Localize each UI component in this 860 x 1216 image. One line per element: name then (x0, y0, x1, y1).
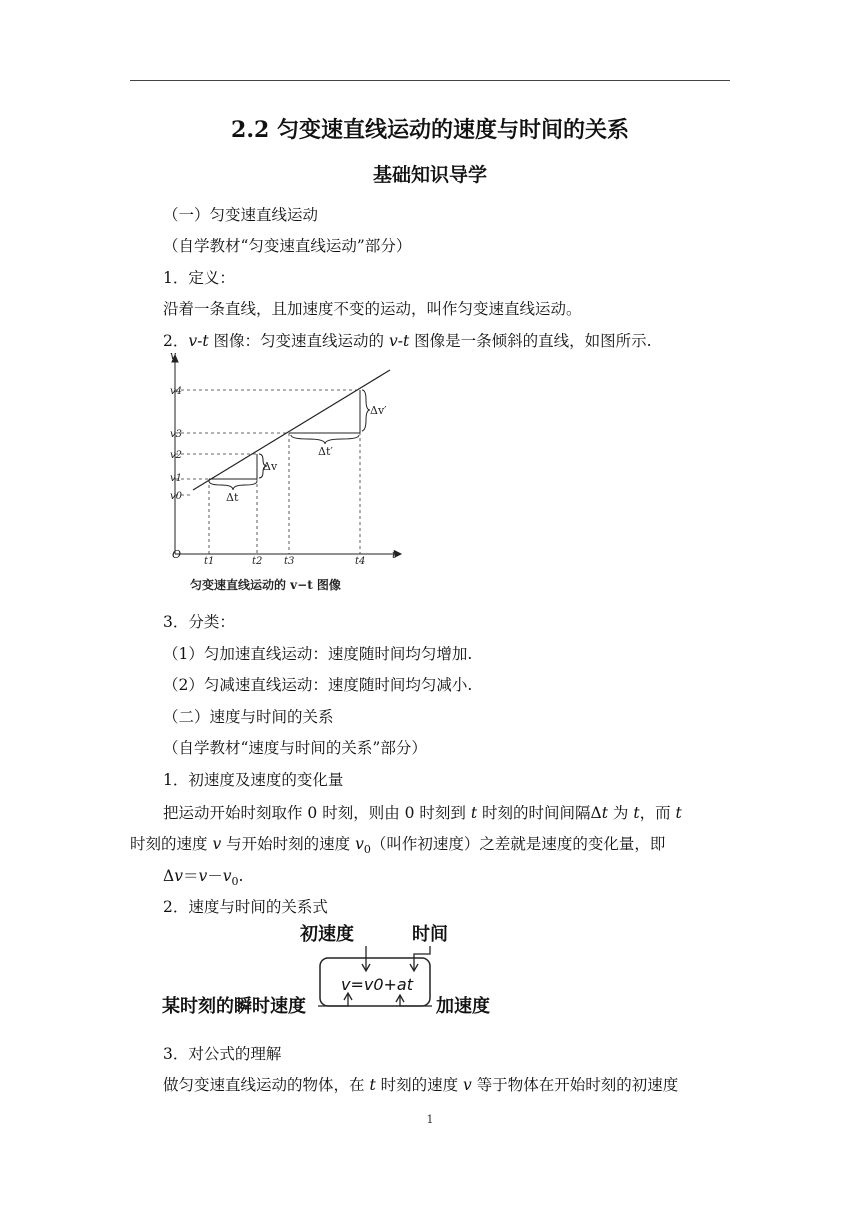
definition-text: 沿着一条直线，且加速度不变的运动，叫作匀变速直线运动。 (163, 300, 582, 318)
section3-paragraph (163, 1075, 678, 1095)
item1-label: 1．定义： (163, 269, 235, 287)
p1-t: t (470, 804, 478, 822)
p1-text-c: 为 (607, 804, 634, 822)
p2-v: v (212, 835, 222, 853)
p1-t3: t (633, 804, 640, 822)
origin-label: O (172, 548, 182, 561)
t1-label: t1 (204, 556, 215, 567)
page-number: 1 (426, 1113, 434, 1126)
dt-label: Δt (226, 491, 239, 504)
t3-label: t3 (284, 556, 295, 567)
formula-equation: v=v0+at (341, 975, 414, 994)
section1-heading: （一）匀变速直线运动 (163, 206, 319, 224)
eq-minus: － (207, 867, 223, 885)
paragraph-line2 (130, 834, 665, 860)
dt-prime-label: Δt′ (318, 445, 333, 458)
s3-text-b: 时刻的速度 (375, 1076, 464, 1094)
p2-text-c: （叫作初速度）之差就是速度的变化量，即 (370, 835, 666, 853)
eq-equals: ＝ (182, 867, 199, 885)
section2-note: （自学教材“速度与时间的关系”部分） (163, 739, 427, 757)
section1-note: （自学教材“匀变速直线运动”部分） (163, 237, 412, 255)
s3-text-a: 做匀变速直线运动的物体，在 (163, 1076, 370, 1094)
p2-text-a: 时刻的速度 (130, 835, 213, 853)
s3-t: t (369, 1076, 376, 1094)
v0-label: v0 (170, 491, 183, 502)
item2-end: 图像是一条倾斜的直线，如图所示. (409, 332, 652, 350)
classification-2: （2）匀减速直线运动：速度随时间均匀减小. (163, 676, 473, 694)
section-subtitle: 基础知识导学 (372, 164, 487, 186)
section2-heading: （二）速度与时间的关系 (163, 708, 334, 726)
graph-caption: 匀变速直线运动的 v−t 图像 (190, 578, 341, 592)
eq-v: v (174, 867, 183, 885)
section3-item3: 3．对公式的理解 (163, 1045, 282, 1063)
label-instant-velocity: 某时刻的瞬时速度 (162, 996, 306, 1017)
eq-v2: v (198, 867, 208, 885)
paragraph-line1 (163, 803, 682, 823)
p1-text-b: 时刻的时间间隔Δ (477, 804, 602, 822)
item3-label: 3．分类： (163, 613, 235, 631)
v1-label: v1 (170, 473, 183, 484)
item2-num: 2． (163, 332, 189, 350)
axis-v-label: v (170, 349, 177, 362)
classification-1: （1）匀加速直线运动：速度随时间均匀增加. (163, 645, 473, 663)
formula-diagram (160, 918, 500, 1028)
eq-v3: v (222, 867, 232, 885)
item2-vt2: v-t (388, 332, 410, 350)
dv-prime-brace (362, 390, 370, 431)
v4-label: v4 (170, 386, 183, 397)
label-initial-velocity: 初速度 (300, 924, 354, 945)
v3-label: v3 (170, 429, 183, 440)
page-title: 2.2 匀变速直线运动的速度与时间的关系 (231, 117, 629, 143)
section2-item1: 1．初速度及速度的变化量 (163, 771, 344, 789)
t2-label: t2 (252, 556, 263, 567)
p1-text-a: 把运动开始时刻取作 0 时刻，则由 0 时刻到 (163, 804, 471, 822)
p1-t4: t (675, 804, 682, 822)
p2-v0-sub: 0 (363, 843, 371, 857)
label-time: 时间 (412, 924, 448, 945)
dv-prime-label: Δv′ (370, 404, 387, 417)
item2-vt: v-t (188, 332, 209, 350)
s3-v: v (463, 1076, 472, 1094)
t4-label: t4 (355, 556, 366, 567)
eq-sub: 0 (231, 875, 239, 889)
equation-line (163, 866, 243, 892)
v2-label: v2 (170, 450, 183, 461)
item2-mid: 图像：匀变速直线运动的 (208, 332, 389, 350)
header-rule (130, 80, 730, 81)
axis-t-label: t (392, 548, 397, 561)
p2-v0: v (355, 835, 364, 853)
label-acceleration: 加速度 (436, 996, 490, 1017)
s3-text-c: 等于物体在开始时刻的初速度 (471, 1076, 679, 1094)
dt-prime-brace (291, 435, 359, 444)
vt-graph (160, 348, 410, 598)
dv-label: Δv (263, 460, 278, 473)
p1-t2: t (601, 804, 608, 822)
p2-text-b: 与开始时刻的速度 (221, 835, 356, 853)
dt-brace (209, 481, 257, 490)
p1-text-d: ，而 (639, 804, 676, 822)
eq-period: . (238, 867, 244, 885)
section2-item2: 2．速度与时间的关系式 (163, 898, 328, 916)
eq-delta: Δ (163, 867, 175, 885)
